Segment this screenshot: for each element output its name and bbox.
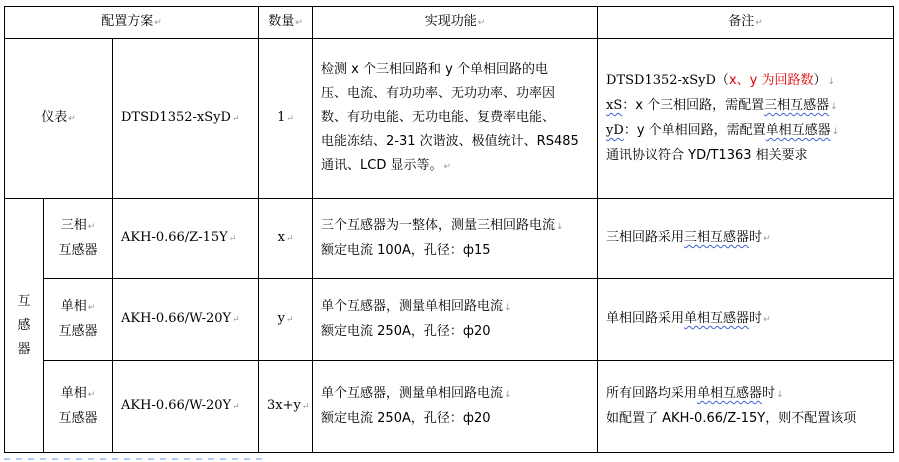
remark-line-model: DTSD1352-xSyD（x、y 为回路数）↓: [606, 73, 836, 88]
header-function: 实现功能↵: [313, 7, 598, 39]
ct-row-3: [5, 361, 894, 453]
ct-type: 单相↵ 互感器: [44, 361, 113, 453]
meter-row: [5, 39, 894, 199]
meter-model: DTSD1352-xSyD↵: [113, 39, 259, 199]
ct-function: 单个互感器，测量单相回路电流↓ 额定电流 250A，孔径：ф20: [313, 361, 598, 453]
ct-qty: 3x+y↵: [259, 361, 313, 453]
ct-type: 单相↵ 互感器: [44, 279, 113, 361]
remark-line-protocol: 通讯协议符合 YD/T1363 相关要求: [606, 148, 808, 163]
ct-type: 三相↵ 互感器: [44, 199, 113, 279]
ct-row-2: [5, 279, 894, 361]
meter-func-line: 压、电流、有功功率、无功功率、功率因: [321, 86, 556, 101]
header-row: [5, 7, 894, 39]
remark-loop-note: x、y 为回路数: [728, 73, 814, 88]
ct-function: 单个互感器，测量单相回路电流↓ 额定电流 250A，孔径：ф20: [313, 279, 598, 361]
ct-qty: x↵: [259, 199, 313, 279]
remark-line-xs: xS：x 个三相回路，需配置三相互感器↓: [606, 98, 838, 113]
meter-remark: [598, 39, 894, 199]
ct-row-1: [5, 199, 894, 279]
meter-func-line: 通讯、LCD 显示等。↵: [321, 158, 452, 173]
ct-function: 三个互感器为一整体，测量三相回路电流↓ 额定电流 100A，孔径：ф15: [313, 199, 598, 279]
config-table: [4, 6, 894, 453]
meter-func-line: 电能冻结、2-31 次谐波、极值统计、RS485: [321, 134, 579, 149]
meter-function: [313, 39, 598, 199]
meter-func-line: 检测 x 个三相回路和 y 个单相回路的电: [321, 62, 548, 77]
ct-remark: 三相回路采用三相互感器时↵: [598, 199, 894, 279]
ct-model: AKH-0.66/W-20Y↵: [113, 361, 259, 453]
meter-qty: 1↵: [259, 39, 313, 199]
header-config: 配置方案↵: [5, 7, 259, 39]
ct-model: AKH-0.66/W-20Y↵: [113, 279, 259, 361]
ct-qty: y↵: [259, 279, 313, 361]
ct-group-label: 互 感 器: [5, 199, 44, 453]
header-remark: 备注↵: [598, 7, 894, 39]
header-qty: 数量↵: [259, 7, 313, 39]
page-break-marker: [4, 458, 264, 460]
meter-label: 仪表↵: [5, 39, 113, 199]
meter-func-line: 数、有功电能、无功电能、复费率电能、: [321, 110, 556, 125]
ct-model: AKH-0.66/Z-15Y↵: [113, 199, 259, 279]
ct-remark: 单相回路采用单相互感器时↵: [598, 279, 894, 361]
remark-line-yd: yD：y 个单相回路，需配置单相互感器↓: [606, 123, 840, 138]
ct-remark: 所有回路均采用单相互感器时↓ 如配置了 AKH-0.66/Z-15Y，则不配置该项: [598, 361, 894, 453]
